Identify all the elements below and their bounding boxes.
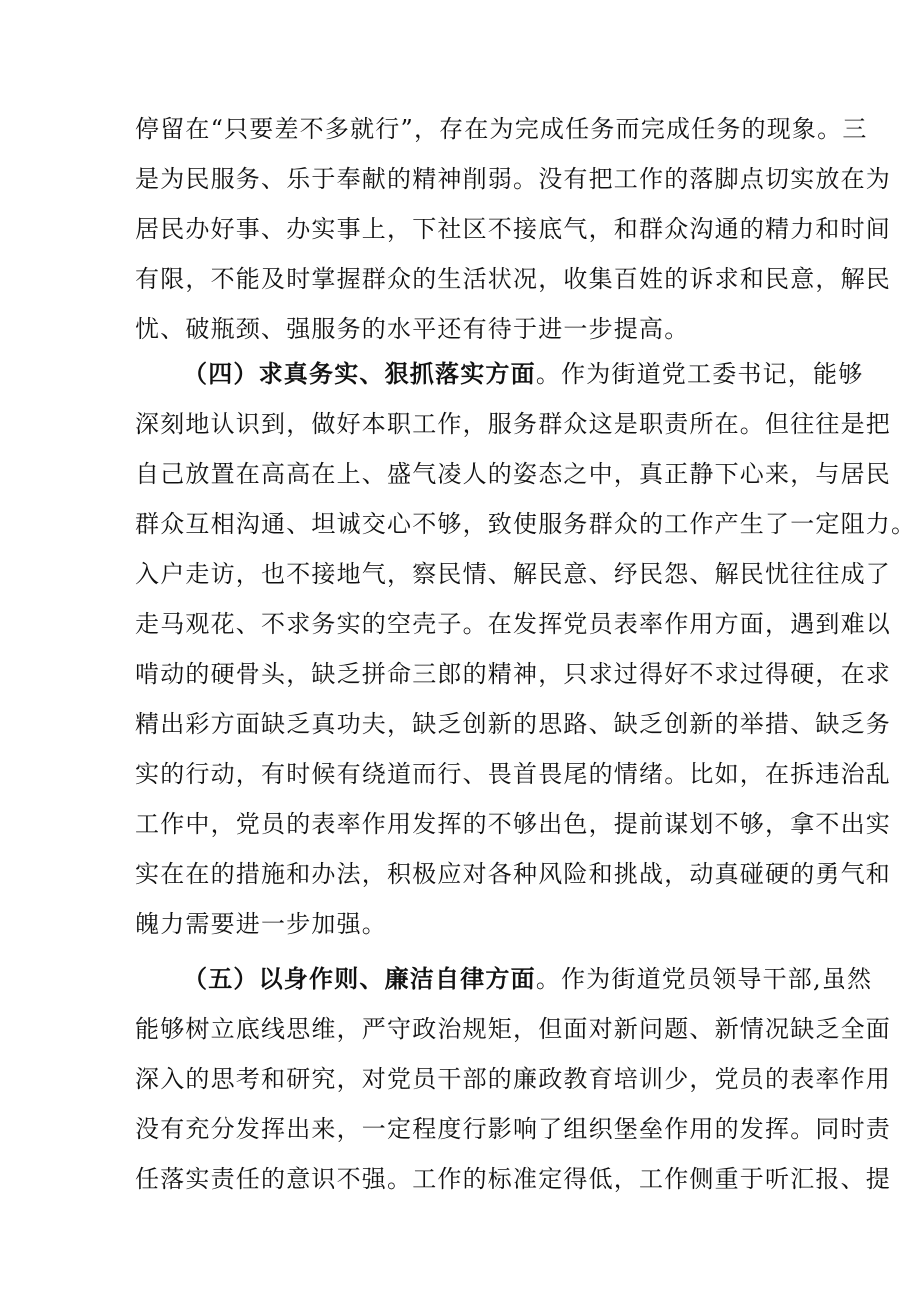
paragraph-line: 没有充分发挥出来，一定程度行影响了组织堡垒作用的发挥。同时责 [135, 1115, 891, 1143]
paragraph-line: 任落实责任的意识不强。工作的标准定得低，工作侧重于听汇报、提 [135, 1165, 891, 1193]
paragraph-line: 居民办好事、办实事上，下社区不接底气，和群众沟通的精力和时间 [135, 215, 891, 243]
section-4-first-line-text: 。作为街道党工委书记，能够 [535, 360, 864, 388]
paragraph-line: 是为民服务、乐于奉献的精神削弱。没有把工作的落脚点切实放在为 [135, 165, 891, 193]
paragraph-line: 自己放置在高高在上、盛气凌人的姿态之中，真正静下心来，与居民 [135, 460, 891, 488]
paragraph-line: 能够树立底线思维，严守政治规矩，但面对新问题、新情况缺乏全面 [135, 1015, 891, 1043]
section-5-heading: （五）以身作则、廉洁自律方面 [183, 964, 536, 993]
paragraph-line: 实的行动，有时候有绕道而行、畏首畏尾的情绪。比如，在拆违治乱 [135, 760, 891, 788]
paragraph-line: 实在在的措施和办法，积极应对各种风险和挑战，动真碰硬的勇气和 [135, 860, 891, 888]
paragraph-line: 深入的思考和研究，对党员干部的廉政教育培训少，党员的表率作用 [135, 1065, 891, 1093]
paragraph-line: 群众互相沟通、坦诚交心不够，致使服务群众的工作产生了一定阻力。 [135, 510, 917, 538]
paragraph-line: 入户走访，也不接地气，察民情、解民意、纾民怨、解民忧往往成了 [135, 560, 891, 588]
section-4-heading: （四）求真务实、狠抓落实方面 [183, 359, 536, 388]
paragraph-line: 停留在“只要差不多就行”，存在为完成任务而完成任务的现象。三 [135, 115, 868, 143]
section-5-first-line [183, 962, 873, 996]
section-5-first-line-text: 。作为街道党员领导干部,虽然 [535, 965, 873, 993]
paragraph-line: 有限，不能及时掌握群众的生活状况，收集百姓的诉求和民意，解民 [135, 265, 891, 293]
paragraph-line: 魄力需要进一步加强。 [135, 910, 387, 938]
paragraph-line: 精出彩方面缺乏真功夫，缺乏创新的思路、缺乏创新的举措、缺乏务 [135, 710, 891, 738]
paragraph-line: 啃动的硬骨头，缺乏拼命三郎的精神，只求过得好不求过得硬，在求 [135, 660, 891, 688]
paragraph-line: 深刻地认识到，做好本职工作，服务群众这是职责所在。但往往是把 [135, 410, 891, 438]
paragraph-line: 忧、破瓶颈、强服务的水平还有待于进一步提高。 [135, 315, 690, 343]
section-4-first-line [183, 357, 864, 391]
paragraph-line: 走马观花、不求务实的空壳子。在发挥党员表率作用方面，遇到难以 [135, 610, 891, 638]
paragraph-line: 工作中，党员的表率作用发挥的不够出色，提前谋划不够，拿不出实 [135, 810, 891, 838]
